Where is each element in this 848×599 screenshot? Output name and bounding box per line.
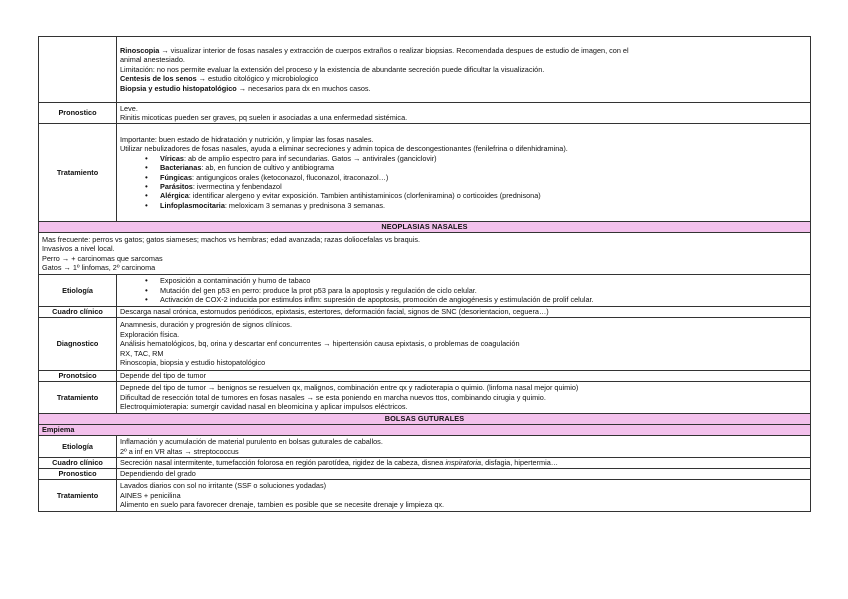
row-label: Diagnostico [39,318,117,371]
list-item [160,173,807,182]
list-item [160,154,807,163]
pronostico-line: Rinitis micoticas pueden ser graves, pq suelen ir asociadas a una enfermedad sistémica. [120,113,408,122]
empty-label-cell [39,37,117,103]
diagnostico-cell [117,318,811,371]
row-label: Etiología [39,436,117,458]
intro-line: Perro → + carcinomas que sarcomas [42,253,163,263]
cuadro-cell: Descarga nasal crónica, estornudos periódicos, epixtasis, estertores, deformación facial, signos de SNC (desorientacion, ceguera…) [117,307,811,318]
list-item [160,201,807,210]
tratamiento-cell [117,480,811,512]
row-label: Cuadro clínico [39,458,117,469]
bullet-text: : identificar alergeno y evitar exposición. Tambien antihistaminicos (clorfeniramina) o corticoides (prednisona) [188,191,541,201]
table-row [39,233,811,275]
etiologia-cell [117,275,811,307]
tratamiento-line: Dificultad de resección total de tumores en fosas nasales → se esta poniendo en marcha nuevos ttos, combinando cirugia y quimio. [120,392,546,402]
bullet-text: : ab, en funcion de cultivo y antibiograma [201,163,335,173]
row-label: Cuadro clínico [39,307,117,318]
neoplasias-intro-cell [39,233,811,275]
section-title: BOLSAS GUTURALES [39,414,811,425]
etiologia-line: Inflamación y acumulación de material purulento en bolsas guturales de caballos. [120,437,383,447]
diagnostico-line: Exploración física. [120,329,180,339]
bullet-text: : ab de amplio espectro para inf secundarias. Gatos → antivirales (ganciclovir) [183,153,437,163]
document-page [38,36,810,512]
notes-table [38,36,811,512]
biopsia-text: → necesarios para dx en muchos casos. [236,83,371,93]
rinoscopia-term: Rinoscopia [120,45,160,55]
pronostico-line: Leve. [120,103,138,113]
bullet-term: Parásitos [160,181,193,191]
section-header-row [39,414,811,425]
rinoscopia-text: → visualizar interior de fosas nasales y extracción de cuerpos extraños o realizar biopsias. Recomendada despues de estudio de imagen, con el [159,45,629,55]
diagnostico-line: Rinoscopia, biopsia y estudio histopatológico [120,358,266,368]
rinoscopia-text-2: animal anestesiado. [120,55,185,65]
bullet-term: Alérgica [160,191,189,201]
tratamiento-line: Lavados diarios con sol no irritante (SSF o soluciones yodadas) [120,481,327,491]
row-label: Pronotsico [39,371,117,382]
table-row [39,458,811,469]
list-item [160,191,807,200]
list-item: • Exposición a contaminación y humo de tabaco [160,276,807,285]
tratamiento-bullet-list [120,154,807,210]
table-row [39,37,811,103]
row-label: Tratamiento [39,480,117,512]
pronostico-cell: Depende del tipo de tumor [117,371,811,382]
bullet-term: Linfoplasmocitaria [160,200,225,210]
table-row [39,480,811,512]
tratamiento-line: Alimento en suelo para favorecer drenaje, tambien es posible que se necesite drenaje y limpieza qx. [120,500,445,510]
intro-line: Gatos → 1º linfomas, 2º carcinoma [42,262,156,272]
section-header-row [39,222,811,233]
tratamiento-line: Importante: buen estado de hidratación y nutrición, y limpiar las fosas nasales. [120,134,374,144]
row-label: Tratamiento [39,382,117,414]
table-row [39,103,811,124]
list-item [160,182,807,191]
tratamiento-cell [117,382,811,414]
cuadro-text: Secreción nasal intermitente, tumefacción folorosa en región parotídea, rigidez de la cabeza, disnea [120,458,446,468]
pronostico-cell: Dependiendo del grado [117,469,811,480]
table-row [39,371,811,382]
table-row [39,436,811,458]
list-item: • Mutación del gen p53 en perro: produce la prot p53 para la apoptosis y regulación de ciclo celular. [160,286,807,295]
rinoscopia-cell [117,37,811,103]
intro-line: Invasivos a nivel local. [42,244,115,254]
cuadro-italic-text: inspiratoria [445,458,482,468]
centesis-term: Centesis de los senos [120,74,197,84]
tratamiento-line: Electroquimioterapia: sumergir cavidad nasal en bleomicina y aplicar impulsos eléctricos. [120,402,408,412]
bullet-term: Víricas [160,153,184,163]
bullet-text: : antigungicos orales (ketoconazol, fluconazol, itraconazol…) [192,172,389,182]
tratamiento-line: AINES + penicilina [120,490,181,500]
pronostico-cell [117,103,811,124]
cuadro-text-end: , disfagia, hipertermia… [481,458,559,468]
bullet-term: Fúngicas [160,172,193,182]
biopsia-term: Biopsia y estudio histopatológico [120,83,237,93]
row-label: Pronostico [39,103,117,124]
tratamiento-line: Utilizar nebulizadores de fosas nasales, ayuda a eliminar secreciones y admin topica de descongestionantes (fenilefrina o difenhidramina). [120,144,568,154]
cuadro-cell [117,458,811,469]
limitacion-text: Limitación: no nos permite evaluar la extensión del proceso y la existencia de abundante secreción puede dificultar la visualización. [120,64,545,74]
diagnostico-line: Anamnesis, duración y progresión de signos clínicos. [120,320,292,330]
list-item: • Activación de COX-2 inducida por estimulos inflm: supresión de apoptosis, promoción de angiogénesis y estimulación de prolif celular. [160,295,807,304]
list-item [160,163,807,172]
intro-line: Mas frecuente: perros vs gatos; gatos siameses; machos vs hembras; edad avanzada; razas doliocefalas vs braquis. [42,234,421,244]
table-row [39,469,811,480]
row-label: Etiología [39,275,117,307]
bullet-term: Bacterianas [160,163,202,173]
table-row [39,318,811,371]
bullet-text: : meloxicam 3 semanas y prednisona 3 semanas. [224,200,386,210]
row-label: Pronostico [39,469,117,480]
subsection-header-row [39,425,811,436]
tratamiento-line: Depnede del tipo de tumor → benignos se resuelven qx, malignos, combinación entre qx y radioterapia o quimio. (linfoma nasal mejor quimio) [120,383,579,393]
table-row [39,382,811,414]
bullet-text: : ivermectina y fenbendazol [192,181,282,191]
subsection-title: Empiema [39,425,811,436]
etiologia-line: 2º a inf en VR altas → streptococcus [120,446,239,456]
diagnostico-line: Análisis hematológicos, bq, orina y descartar enf concurrentes → hipertensión causa epixtasis, o problemas de coagulación [120,339,520,349]
etiologia-bullet-list [120,276,807,304]
row-label: Tratamiento [39,124,117,222]
table-row [39,124,811,222]
etiologia-cell [117,436,811,458]
diagnostico-line: RX, TAC, RM [120,348,164,358]
table-row [39,275,811,307]
centesis-text: → estudio citológico y microbiologico [196,74,319,84]
section-title: NEOPLASIAS NASALES [39,222,811,233]
table-row [39,307,811,318]
tratamiento-cell [117,124,811,222]
